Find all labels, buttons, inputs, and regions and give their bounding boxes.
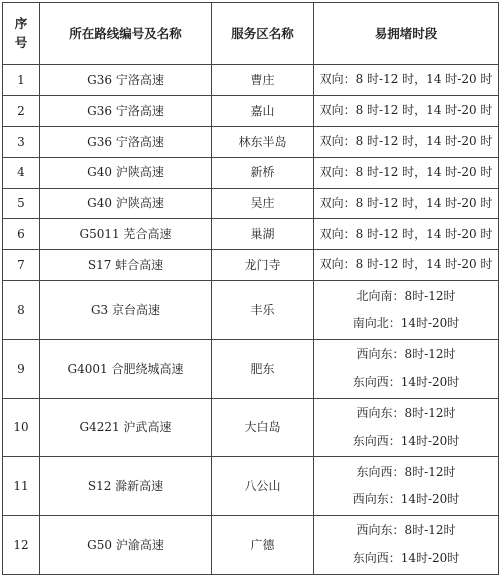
cell-route: G40 沪陕高速 (40, 157, 212, 188)
congestion-time-line: 双向：8 时-12 时，14 时-20 时 (319, 164, 493, 179)
header-no-line-1: 序 (14, 16, 28, 32)
congestion-time-line: 双向：8 时-12 时，14 时-20 时 (319, 103, 493, 118)
cell-no: 1 (3, 65, 40, 96)
cell-congestion-time (314, 126, 499, 157)
cell-no: 9 (3, 339, 40, 398)
cell-route: G36 宁洛高速 (40, 95, 212, 126)
table-body (3, 65, 499, 575)
congestion-time-line: 东向西：14时-20时 (352, 433, 460, 448)
cell-congestion-time (314, 65, 499, 96)
cell-congestion-time (314, 219, 499, 250)
congestion-table (2, 2, 499, 575)
cell-route: G50 沪渝高速 (40, 516, 212, 575)
header-route: 所在路线编号及名称 (40, 3, 212, 65)
header-no-line-2: 号 (14, 34, 28, 50)
cell-service-area: 广德 (212, 516, 314, 575)
cell-route: S12 滁新高速 (40, 457, 212, 516)
cell-no: 11 (3, 457, 40, 516)
cell-route: S17 蚌合高速 (40, 250, 212, 281)
cell-service-area: 龙门寺 (212, 250, 314, 281)
cell-service-area: 吴庄 (212, 188, 314, 219)
table-row (3, 281, 499, 340)
table-row (3, 219, 499, 250)
congestion-time-line: 东向西：8时-12时 (356, 464, 456, 479)
cell-service-area: 丰乐 (212, 281, 314, 340)
cell-congestion-time (314, 157, 499, 188)
table-row (3, 457, 499, 516)
congestion-time-line: 西向东：8时-12时 (356, 523, 456, 538)
table-row (3, 339, 499, 398)
header-no (3, 3, 40, 65)
congestion-time-line: 西向东：8时-12时 (356, 347, 456, 362)
cell-congestion-time (314, 457, 499, 516)
cell-no: 2 (3, 95, 40, 126)
congestion-time-line: 西向东：14时-20时 (352, 492, 460, 507)
congestion-time-line: 双向：8 时-12 时，14 时-20 时 (319, 72, 493, 87)
table-row (3, 126, 499, 157)
cell-congestion-time (314, 281, 499, 340)
cell-route: G4001 合肥绕城高速 (40, 339, 212, 398)
congestion-table-container (2, 2, 498, 575)
congestion-time-line: 双向：8 时-12 时，14 时-20 时 (319, 133, 493, 148)
congestion-time-line: 南向北：14时-20时 (352, 316, 460, 331)
cell-service-area: 林东半岛 (212, 126, 314, 157)
cell-congestion-time (314, 188, 499, 219)
cell-route: G36 宁洛高速 (40, 65, 212, 96)
header-congestion-time: 易拥堵时段 (314, 3, 499, 65)
table-row (3, 157, 499, 188)
cell-route: G4221 沪武高速 (40, 398, 212, 457)
table-row (3, 250, 499, 281)
cell-congestion-time (314, 250, 499, 281)
cell-service-area: 新桥 (212, 157, 314, 188)
cell-service-area: 大白岛 (212, 398, 314, 457)
cell-congestion-time (314, 398, 499, 457)
cell-service-area: 肥东 (212, 339, 314, 398)
table-row (3, 95, 499, 126)
table-row (3, 65, 499, 96)
cell-no: 12 (3, 516, 40, 575)
cell-service-area: 八公山 (212, 457, 314, 516)
table-row (3, 398, 499, 457)
cell-route: G36 宁洛高速 (40, 126, 212, 157)
congestion-time-line: 双向：8 时-12 时，14 时-20 时 (319, 257, 493, 272)
cell-congestion-time (314, 95, 499, 126)
cell-route: G40 沪陕高速 (40, 188, 212, 219)
cell-no: 7 (3, 250, 40, 281)
cell-route: G3 京台高速 (40, 281, 212, 340)
table-header-row (3, 3, 499, 65)
congestion-time-line: 双向：8 时-12 时，14 时-20 时 (319, 226, 493, 241)
cell-congestion-time (314, 516, 499, 575)
congestion-time-line: 西向东：8时-12时 (356, 405, 456, 420)
cell-no: 4 (3, 157, 40, 188)
congestion-time-line: 东向西：14时-20时 (352, 551, 460, 566)
cell-route: G5011 芜合高速 (40, 219, 212, 250)
header-service-area: 服务区名称 (212, 3, 314, 65)
congestion-time-line: 东向西：14时-20时 (352, 374, 460, 389)
cell-service-area: 曹庄 (212, 65, 314, 96)
congestion-time-line: 双向：8 时-12 时，14 时-20 时 (319, 195, 493, 210)
cell-no: 6 (3, 219, 40, 250)
congestion-time-line: 北向南：8时-12时 (356, 288, 456, 303)
table-row (3, 516, 499, 575)
cell-congestion-time (314, 339, 499, 398)
table-row (3, 188, 499, 219)
cell-no: 5 (3, 188, 40, 219)
cell-no: 8 (3, 281, 40, 340)
cell-service-area: 嘉山 (212, 95, 314, 126)
cell-no: 3 (3, 126, 40, 157)
cell-no: 10 (3, 398, 40, 457)
cell-service-area: 巢湖 (212, 219, 314, 250)
